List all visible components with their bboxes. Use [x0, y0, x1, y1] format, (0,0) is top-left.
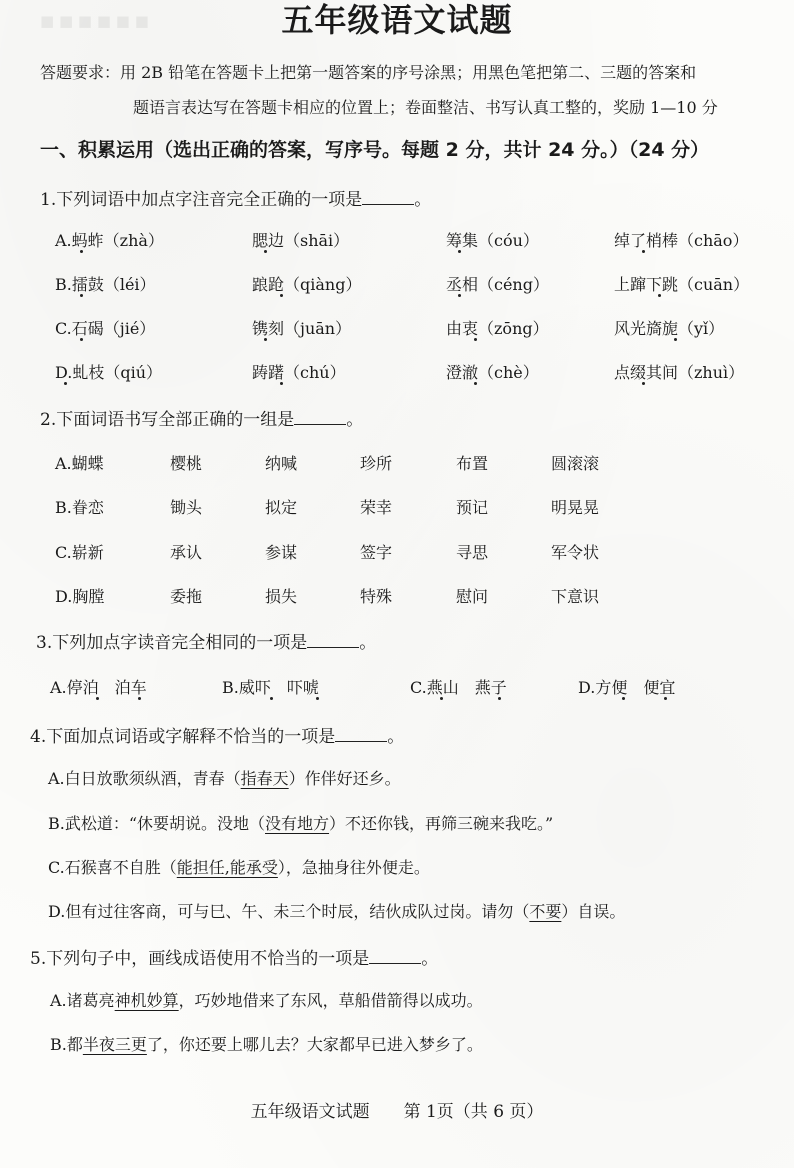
- emphasis-dot: [458, 250, 461, 253]
- q1-option-a-3: 筹集（cóu）: [446, 231, 539, 250]
- q1-option-c-3: 由衷（zōng）: [446, 319, 549, 338]
- emphasis-dot: [96, 697, 99, 700]
- page-title: 五年级语文试题: [281, 1, 513, 39]
- emphasis-dot: [642, 382, 645, 385]
- q2-option-b-5: 预记: [456, 498, 489, 517]
- q2-option-c-4: 签字: [360, 543, 393, 562]
- answer-blank: [369, 947, 421, 964]
- q2-option-d-3: 损失: [265, 587, 298, 606]
- q2-option-a-6: 圆滚滚: [551, 454, 600, 473]
- emphasis-dot: [458, 294, 461, 297]
- q2-option-a-3: 纳喊: [265, 454, 298, 473]
- option-text: ），急抽身往外便走。: [277, 858, 430, 877]
- q2-option-d-5: 慰问: [456, 587, 489, 606]
- option-text: D.但有过往客商，可与巳、午、未三个时辰，结伙成队过岗。请勿（: [48, 902, 530, 921]
- q2-option-b-3: 拟定: [265, 498, 298, 517]
- q2-option-d-2: 委拖: [170, 587, 203, 606]
- stem-end: 。: [346, 410, 364, 430]
- question-2-stem: [40, 405, 363, 430]
- page-footer: 五年级语文试题 第 1页（共 6 页）: [250, 1102, 544, 1122]
- answer-blank: [335, 725, 387, 742]
- q2-option-a-4: 珍所: [360, 454, 393, 473]
- emphasis-dot: [440, 697, 443, 700]
- emphasis-dot: [264, 338, 267, 341]
- emphasis-dot: [474, 338, 477, 341]
- emphasis-dot: [664, 697, 667, 700]
- q1-option-a-4: 绰了梢棒（chāo）: [614, 231, 749, 250]
- question-stem-text: 4.下面加点词语或字解释不恰当的一项是: [30, 727, 336, 747]
- q1-option-b-2: 踉跄（qiàng）: [252, 275, 362, 294]
- option-text: A.白日放歌须纵酒，青春（: [48, 769, 241, 788]
- q2-option-c-2: 承认: [170, 543, 203, 562]
- q3-option-d: D.方便 便宜: [578, 678, 676, 697]
- option-text: B.都: [50, 1035, 83, 1054]
- q5-option-a: [50, 988, 483, 1011]
- option-text: ，巧妙地借来了东风，草船借箭得以成功。: [178, 991, 483, 1010]
- question-5-stem: [30, 944, 438, 969]
- q2-option-b-6: 明晃晃: [551, 498, 600, 517]
- emphasis-dot: [64, 382, 67, 385]
- q4-option-b: [48, 811, 553, 834]
- question-stem-text: 3.下列加点字读音完全相同的一项是: [36, 633, 308, 653]
- q1-option-d-2: 踌躇（chú）: [252, 363, 346, 382]
- section-heading: 一、积累运用（选出正确的答案，写序号。每题 2 分，共计 24 分。）（24 分）: [40, 139, 710, 161]
- stem-end: 。: [359, 633, 377, 653]
- q4-option-d: [48, 899, 625, 922]
- underlined-term: 指春天: [240, 769, 289, 788]
- q4-option-c: [48, 855, 430, 878]
- emphasis-dot: [264, 250, 267, 253]
- q1-option-c-4: 风光旖旎（yǐ）: [614, 319, 725, 338]
- option-text: 了，你还要上哪儿去？大家都早已进入梦乡了。: [146, 1035, 483, 1054]
- q3-option-b: B.威吓 吓唬: [222, 678, 319, 697]
- question-stem-text: 1.下列词语中加点字注音完全正确的一项是: [40, 190, 363, 210]
- q1-option-a-1: A.蚂蚱（zhà）: [55, 231, 164, 250]
- q2-option-d-4: 特殊: [360, 587, 393, 606]
- q3-option-a: A.停泊 泊车: [50, 678, 147, 697]
- q1-option-b-4: 上蹿下跳（cuān）: [614, 275, 750, 294]
- q1-option-a-2: 腮边（shāi）: [252, 231, 350, 250]
- q2-option-c-6: 军令状: [551, 543, 600, 562]
- q2-option-b-2: 锄头: [170, 498, 203, 517]
- answer-requirements-line2: 题语言表达写在答题卡相应的位置上；卷面整洁、书写认真工整的，奖励 1—10 分: [133, 98, 718, 117]
- option-text: B.武松道：“休要胡说。没地（: [48, 814, 266, 833]
- question-3-stem: [36, 628, 376, 653]
- emphasis-dot: [280, 382, 283, 385]
- q1-option-d-3: 澄澈（chè）: [446, 363, 539, 382]
- q1-option-d-1: D.虬枝（qiú）: [55, 363, 163, 382]
- question-stem-text: 5.下列句子中，画线成语使用不恰当的一项是: [30, 949, 370, 969]
- underlined-term: 能担任,能承受: [176, 858, 278, 877]
- option-text: ）作伴好还乡。: [288, 769, 401, 788]
- q2-option-c-3: 参谋: [265, 543, 298, 562]
- emphasis-dot: [498, 697, 501, 700]
- answer-blank: [294, 408, 346, 425]
- underlined-term: 不要: [529, 902, 562, 921]
- q4-option-a: [48, 766, 401, 789]
- q1-option-c-1: C.石碣（jié）: [55, 319, 156, 338]
- answer-blank: [362, 188, 414, 205]
- q2-option-b-1: B.眷恋: [55, 498, 104, 517]
- bleed-through-text: ■ ■ ■ ■ ■ ■: [40, 12, 149, 30]
- question-4-stem: [30, 722, 404, 747]
- option-text: ）自误。: [561, 902, 626, 921]
- q2-option-a-1: A.蝴蝶: [55, 454, 104, 473]
- q1-option-b-3: 丞相（céng）: [446, 275, 549, 294]
- q1-option-c-2: 镌刻（juān）: [252, 319, 352, 338]
- emphasis-dot: [80, 338, 83, 341]
- emphasis-dot: [622, 697, 625, 700]
- underlined-term: 没有地方: [265, 814, 330, 833]
- q2-option-c-1: C.崭新: [55, 543, 104, 562]
- q2-option-d-1: D.胸膛: [55, 587, 105, 606]
- q1-option-d-4: 点缀其间（zhuì）: [614, 363, 745, 382]
- emphasis-dot: [474, 382, 477, 385]
- emphasis-dot: [80, 294, 83, 297]
- emphasis-dot: [80, 250, 83, 253]
- stem-end: 。: [421, 949, 439, 969]
- option-text: A.诸葛亮: [50, 991, 115, 1010]
- answer-requirements-line1: 答题要求：用 2B 铅笔在答题卡上把第一题答案的序号涂黑；用黑色笔把第二、三题的答案和: [40, 63, 697, 82]
- option-text: C.石猴喜不自胜（: [48, 858, 177, 877]
- emphasis-dot: [658, 294, 661, 297]
- q2-option-b-4: 荣幸: [360, 498, 393, 517]
- q2-option-c-5: 寻思: [456, 543, 489, 562]
- emphasis-dot: [642, 250, 645, 253]
- q2-option-a-2: 樱桃: [170, 454, 203, 473]
- q3-option-c: C.燕山 燕子: [410, 678, 507, 697]
- q1-option-b-1: B.擂鼓（léi）: [55, 275, 156, 294]
- stem-end: 。: [414, 190, 432, 210]
- emphasis-dot: [316, 697, 319, 700]
- underlined-idiom: 半夜三更: [82, 1035, 147, 1054]
- stem-end: 。: [387, 727, 405, 747]
- emphasis-dot: [138, 697, 141, 700]
- underlined-idiom: 神机妙算: [114, 991, 179, 1010]
- q2-option-d-6: 下意识: [551, 587, 600, 606]
- option-text: ）不还你钱，再筛三碗来我吃。”: [329, 814, 554, 833]
- answer-blank: [307, 631, 359, 648]
- question-1-stem: [40, 185, 431, 210]
- emphasis-dot: [674, 338, 677, 341]
- q2-option-a-5: 布置: [456, 454, 489, 473]
- emphasis-dot: [270, 697, 273, 700]
- q5-option-b: [50, 1032, 483, 1055]
- question-stem-text: 2.下面词语书写全部正确的一组是: [40, 410, 295, 430]
- emphasis-dot: [280, 294, 283, 297]
